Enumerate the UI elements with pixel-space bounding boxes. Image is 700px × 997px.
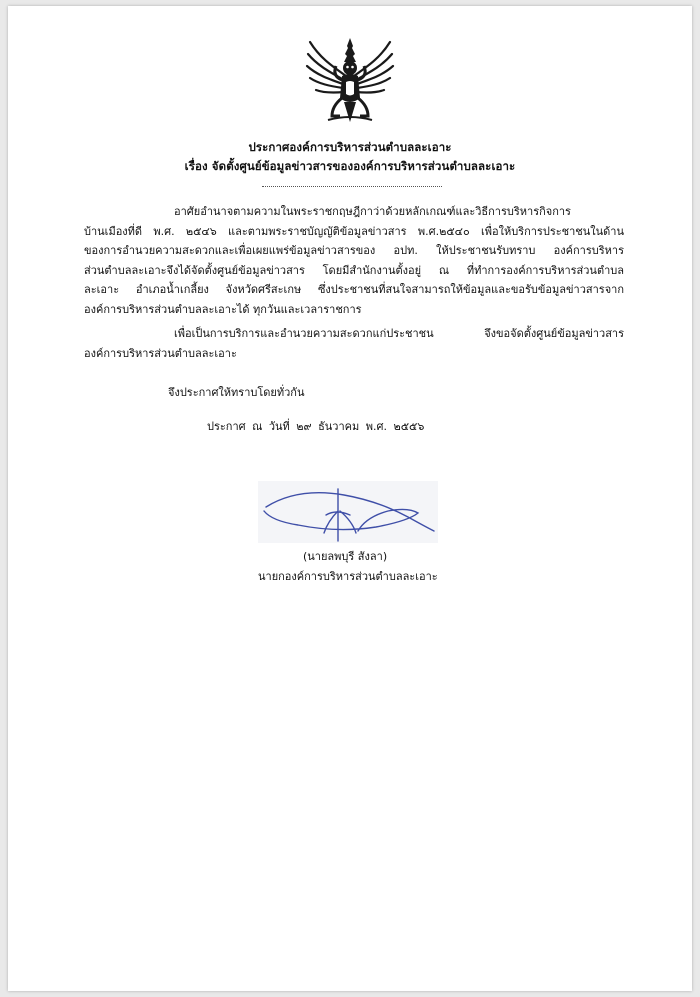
paragraph-line: เพื่อเป็นการบริการและอำนวยความสะดวกแก่ประชาชน จึงขอจัดตั้งศูนย์ข้อมูลข่าวสาร [174,327,624,340]
paragraph-1 [84,202,624,319]
paragraph-line: ละเอาะ อำเภอน้ำเกลี้ยง จังหวัดศรีสะเกษ ซึ่งประชาชนที่สนใจสามารถให้ข้อมูลและขอรับข้อมูลข่าวสารจาก [84,283,624,296]
paragraph-line: ของการอำนวยความสะดวกและเพื่อเผยแพร่ข้อมูลข่าวสารของ อปท. ให้ประชาชนรับทราบ องค์การบริหาร [84,244,624,257]
announcement-title: ประกาศองค์การบริหารส่วนตำบลละเอาะ [248,140,452,154]
paragraph-line: บ้านเมืองที่ดี พ.ศ. ๒๕๔๖ และตามพระราชบัญญัติข้อมูลข่าวสาร พ.ศ.๒๕๔๐ เพื่อให้บริการประชาชนในด้าน [84,224,624,238]
paragraph-line: ส่วนตำบลละเอาะจึงได้จัดตั้งศูนย์ข้อมูลข่าวสาร โดยมีสำนักงานตั้งอยู่ ณ ที่ทำการองค์การบริหารส่วนตำบล [84,263,624,277]
announcement-date: ประกาศ ณ วันที่ ๒๙ ธันวาคม พ.ศ. ๒๕๕๖ [207,420,425,433]
dotted-divider [262,186,442,187]
signature-image [258,481,438,543]
paragraph-2 [84,324,624,363]
garuda-emblem-icon [302,36,398,126]
notice-text: จึงประกาศให้ทราบโดยทั่วกัน [168,386,305,399]
signer-name: (นายลพบุรี สังลา) [303,550,388,563]
paragraph-line: องค์การบริหารส่วนตำบลละเอาะ [84,346,237,360]
paragraph-line: องค์การบริหารส่วนตำบลละเอาะได้ ทุกวันและเวลาราชการ [84,302,362,316]
announcement-subject: เรื่อง จัดตั้งศูนย์ข้อมูลข่าวสารขององค์การบริหารส่วนตำบลละเอาะ [184,159,516,173]
paragraph-line: อาศัยอำนาจตามความในพระราชกฤษฎีกาว่าด้วยหลักเกณฑ์และวิธีการบริหารกิจการ [174,205,571,218]
signer-position: นายกองค์การบริหารส่วนตำบลละเอาะ [258,570,438,583]
